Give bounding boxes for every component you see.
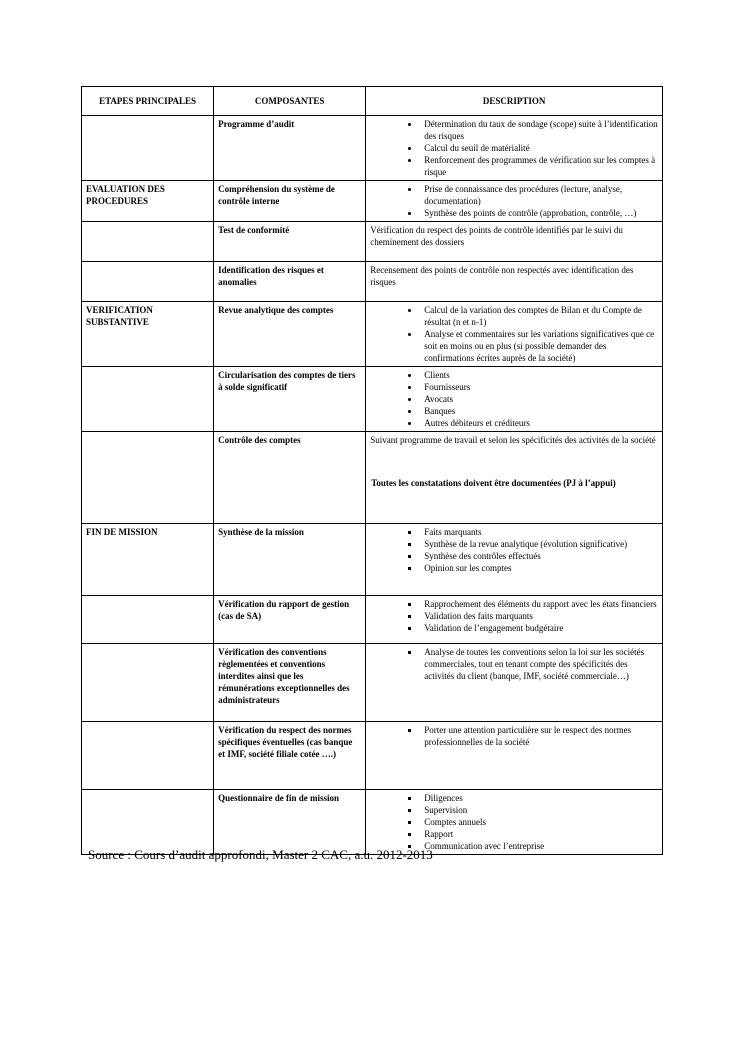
composante-cell: Vérification des conventions règlementées et conventions interdites ainsi que les rémunérations exceptionnelles des administrateurs xyxy=(214,644,366,722)
description-cell xyxy=(366,367,663,432)
list-item: • Autres débiteurs et créditeurs xyxy=(420,417,658,429)
composante-cell: Questionnaire de fin de mission xyxy=(214,790,366,855)
list-item: • Détermination du taux de sondage (scope) suite à l’identification des risques xyxy=(420,118,658,142)
description-cell xyxy=(366,524,663,596)
table-header-row xyxy=(82,87,663,116)
list-item: ▪ Validation de l’engagement budgétaire xyxy=(420,622,658,634)
table-row xyxy=(82,432,663,524)
list-item: • Fournisseurs xyxy=(420,381,658,393)
audit-stages-table xyxy=(81,86,663,855)
bullet-list xyxy=(370,598,658,634)
list-item: • Clients xyxy=(420,369,658,381)
composante-cell: Identification des risques et anomalies xyxy=(214,262,366,302)
list-item: ▪ Validation des faits marquants xyxy=(420,610,658,622)
etape-cell: VERIFICATION SUBSTANTIVE xyxy=(82,302,214,367)
description-cell xyxy=(366,302,663,367)
description-cell: Recensement des points de contrôle non respectés avec identification des risques xyxy=(366,262,663,302)
etape-cell xyxy=(82,116,214,181)
bullet-list xyxy=(370,526,658,574)
composante-cell: Circularisation des comptes de tiers à solde significatif xyxy=(214,367,366,432)
table-row xyxy=(82,181,663,222)
list-item: ▪ Rapprochement des éléments du rapport avec les états financiers xyxy=(420,598,658,610)
etape-cell xyxy=(82,367,214,432)
bullet-list xyxy=(370,183,658,219)
list-item: • Prise de connaissance des procédures (lecture, analyse, documentation) xyxy=(420,183,658,207)
list-item: ▪ Opinion sur les comptes xyxy=(420,562,658,574)
composante-cell: Revue analytique des comptes xyxy=(214,302,366,367)
list-item: ▪ Analyse de toutes les conventions selon la loi sur les sociétés commerciales, tout en tenant compte des spécificités des activités du client (banque, IMF, société commerciale…) xyxy=(420,646,658,682)
composante-cell: Contrôle des comptes xyxy=(214,432,366,524)
source-citation: Source : Cours d’audit approfondi, Master 2 CAC, a.u. 2012-2013 xyxy=(88,847,433,862)
list-item: ▪ Supervision xyxy=(420,804,658,816)
etape-cell: FIN DE MISSION xyxy=(82,524,214,596)
list-item: • Calcul du seuil de matérialité xyxy=(420,142,658,154)
table-row xyxy=(82,596,663,644)
list-item: • Banques xyxy=(420,405,658,417)
description-cell xyxy=(366,722,663,790)
etape-cell xyxy=(82,222,214,262)
list-item: ▪ Synthèse de la revue analytique (évolution significative) xyxy=(420,538,658,550)
list-item: ▪ Comptes annuels xyxy=(420,816,658,828)
documentation-note: Toutes les constatations doivent être documentées (PJ à l’appui) xyxy=(371,478,616,488)
composante-cell: Vérification du rapport de gestion (cas de SA) xyxy=(214,596,366,644)
table-row xyxy=(82,262,663,302)
list-item: ▪ Rapport xyxy=(420,828,658,840)
table-row xyxy=(82,302,663,367)
etape-cell: EVALUATION DES PROCEDURES xyxy=(82,181,214,222)
table-row xyxy=(82,116,663,181)
header-etapes: ETAPES PRINCIPALES xyxy=(82,87,214,116)
description-cell xyxy=(366,644,663,722)
etape-cell xyxy=(82,644,214,722)
description-cell xyxy=(366,181,663,222)
bullet-list xyxy=(370,369,658,429)
bullet-list xyxy=(370,304,658,364)
composante-cell: Compréhension du système de contrôle interne xyxy=(214,181,366,222)
header-description: DESCRIPTION xyxy=(366,87,663,116)
list-item: • Analyse et commentaires sur les variations significatives que ce soit en moins ou en plus (si possible demander des confirmations écrites auprès de la société) xyxy=(420,328,658,364)
table-row xyxy=(82,722,663,790)
table-row xyxy=(82,644,663,722)
bullet-list xyxy=(370,646,658,682)
list-item: ▪ Synthèse des contrôles effectués xyxy=(420,550,658,562)
list-item: • Synthèse des points de contrôle (approbation, contrôle, …) xyxy=(420,207,658,219)
etape-cell xyxy=(82,432,214,524)
composante-cell: Synthèse de la mission xyxy=(214,524,366,596)
composante-cell: Vérification du respect des normes spécifiques éventuelles (cas banque et IMF, société filiale cotée ….) xyxy=(214,722,366,790)
list-item: ▪ Communication avec l’entreprise xyxy=(420,840,658,852)
bullet-list xyxy=(370,118,658,178)
list-item: • Renforcement des programmes de vérification sur les comptes à risque xyxy=(420,154,658,178)
etape-cell xyxy=(82,722,214,790)
etape-cell xyxy=(82,790,214,855)
list-item: ▪ Diligences xyxy=(420,792,658,804)
bullet-list xyxy=(370,792,658,852)
list-item: • Calcul de la variation des comptes de Bilan et du Compte de résultat (n et n-1) xyxy=(420,304,658,328)
list-item: • Avocats xyxy=(420,393,658,405)
description-cell xyxy=(366,116,663,181)
composante-cell: Test de conformité xyxy=(214,222,366,262)
description-cell xyxy=(366,432,663,524)
bullet-list xyxy=(370,724,658,748)
composante-cell: Programme d’audit xyxy=(214,116,366,181)
description-cell: Vérification du respect des points de contrôle identifiés par le suivi du cheminement des dossiers xyxy=(366,222,663,262)
table-row xyxy=(82,524,663,596)
description-cell xyxy=(366,790,663,855)
header-composantes: COMPOSANTES xyxy=(214,87,366,116)
table-row xyxy=(82,790,663,855)
list-item: ▪ Faits marquants xyxy=(420,526,658,538)
list-item: ▪ Porter une attention particulière sur le respect des normes professionnelles de la société xyxy=(420,724,658,748)
table-row xyxy=(82,367,663,432)
etape-cell xyxy=(82,596,214,644)
description-cell xyxy=(366,596,663,644)
table-row xyxy=(82,222,663,262)
etape-cell xyxy=(82,262,214,302)
description-text: Suivant programme de travail et selon les spécificités des activités de la société xyxy=(370,435,656,445)
